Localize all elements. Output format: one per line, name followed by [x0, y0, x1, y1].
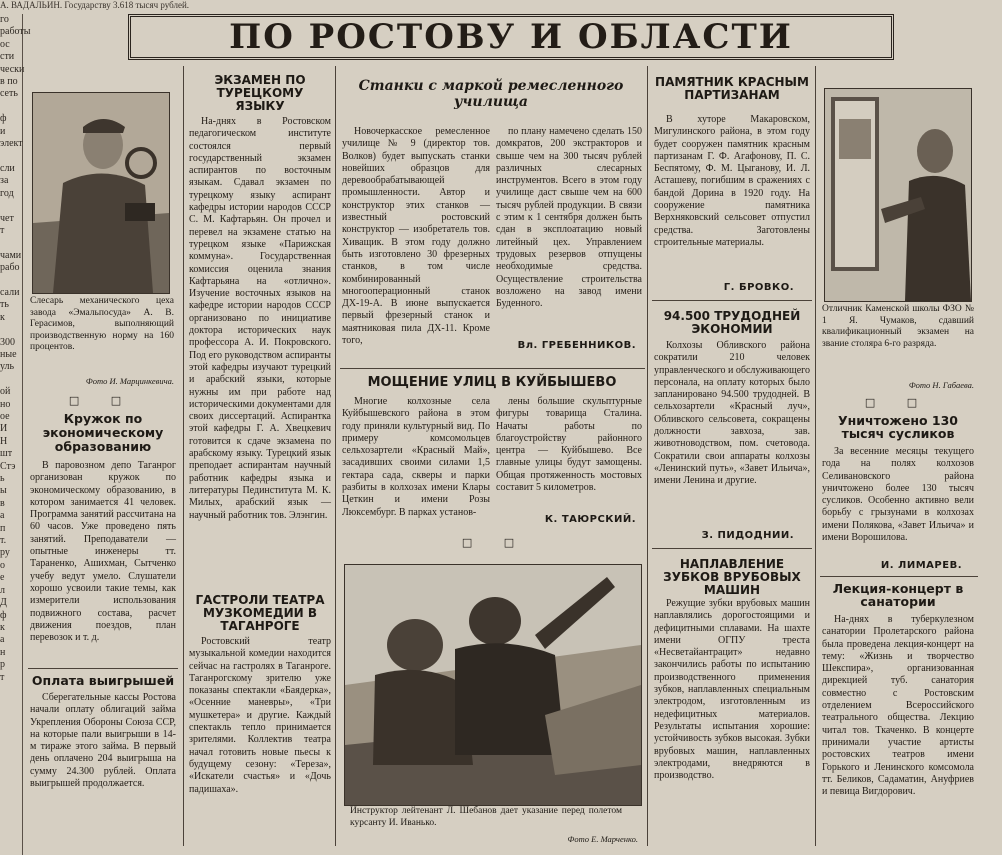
- photo-student: [824, 88, 972, 302]
- left-strip-text: го работы ос сти чески в по сеть ф и элект сли за год чет т чами рабо сали ть к 300 ные уль ой но ое И Н шт Стэ ь ы в а п т. ру о е л Д ф к а н р т: [0, 14, 23, 855]
- lekciya-headline: Лекция-концерт в санатории: [832, 581, 964, 609]
- column-rule: [647, 66, 648, 846]
- ekonomii-headline: 94.500 ТРУДОДНЕЙ ЭКОНОМИИ: [663, 309, 801, 336]
- lekciya-text: На-днях в туберкулезном санатории Пролетарского района была проведена лекция-концерт на тему: «Жизнь и творчество Шекспира», организованная дирекцией туб. санатория совместно с Ростовским отделением Всероссийского театрального общества. Лекцию читал тов. Ткаченко. В концерте принимали участие артисты ростовских театров имени Горького и Ленинского комсомола тт. Беликов, Садаматин, Ануфриев и певица Вигдорович.: [822, 614, 974, 798]
- oplata-headline: Оплата выигрышей: [31, 673, 175, 688]
- gastroli-article: [189, 636, 331, 848]
- zubki-headline: НАПЛАВЛЕНИЕ ЗУБКОВ ВРУБОВЫХ МАШИН: [663, 557, 801, 597]
- section-rule: [340, 368, 645, 369]
- ekzamen-headline: ЭКЗАМЕН ПО ТУРЕЦКОМУ ЯЗЫКУ: [214, 73, 306, 113]
- stanki-article-part-b: [496, 126, 642, 334]
- oplata-article: [30, 692, 176, 848]
- moshchenie-signature: К. ТАЮРСКИЙ.: [544, 514, 636, 525]
- photo-caption: Слесарь механического цеха завода «Эмальпосуда» А. В. Герасимов, выполняющий производственную норму на 160 процентов.: [30, 296, 174, 352]
- stanki-headline: Станки с маркой ремесленного училища: [358, 78, 624, 110]
- moshchenie-headline: МОЩЕНИЕ УЛИЦ В КУЙБЫШЕВО: [367, 375, 617, 390]
- ornament: □ □: [864, 396, 932, 409]
- section-banner: ПО РОСТОВУ И ОБЛАСТИ: [128, 14, 894, 60]
- ekonomii-article: [654, 340, 810, 526]
- zubki-article: [654, 598, 810, 848]
- ekonomii-text: Колхозы Обливского района сократили 210 человек управленческого и обслуживающего персонала, на оплату которых было запланировано 94.500 трудодней. В сельхозартели «Красный луч», Обливского сельсовета, сокращены должности завхоза, зав. животноводством, пом. счетовода. Сократили свои аппараты колхозы «Ленинский путь», «Завет Ильича», имени Ленина и другие.: [654, 340, 811, 487]
- stanki-text-a: Новочеркасское ремесленное училище № 9 (директор тов. Волков) будет выпускать станки новейших образцов для деревообрабатывающей промышленности. Автор и конструктор этих станков — известный ростовский конструктор — изобретатель тов. Хиващик. В этом году должно быть изготовлено 30 фрезерных станков, в том числе комбинированный многооперационный станок ДХ-19-А. В июне выпускается первый фрезерный станок и маятниковая пила ДХ-11. Кроме того,: [342, 126, 490, 347]
- moshchenie-article-part-a: [342, 396, 490, 534]
- photo-pilots: [344, 564, 642, 806]
- moshchenie-article-part-b: [496, 396, 642, 508]
- moshchenie-text-b: лены большие скульптурные фигуры товарища Сталина. Начаты работы по благоустройству районного центра — Куйбышево. Все главные улицы будут замощены. Общая протяженность мостовых составит 5 километров.: [496, 396, 642, 494]
- ekzamen-text: На-днях в Ростовском педагогическом институте состоялся первый государственный экзамен аспирантов по восточным языкам. Сдавал экзамен по турецкому языку аспирант кафедры истории народов СССР С. М. Кафтарьян. Он прочел и перевел на экзамене статью на турецком языке «Парижская коммуна». Государственная комиссия оценила знания Кафтарьяна на «отлично». Изучение восточных языков на кафедре истории народов СССР организовано по инициативе доктора исторических наук профессора А. И. Покровского. Под его руководством аспиранты этой кафедры изучают турецкий и арабский языки, которые нужны им при работе над историческими документами для своих диссертаций. Аспирантка этой кафедры Г. А. Хвецкевич готовится к сдаче экзамена по арабскому языку. Турецкий язык преподает аспирантам научный работник кафедры языка и литературы Пединститута М. К. Милых, арабский язык — научный работник тов. Элэнгин.: [189, 116, 331, 521]
- gastroli-text: Ростовский театр музыкальной комедии находится сейчас на гастролях в Таганроге. Таганрогскому зрителю уже показаны спектакли «Баядерка», «Осенние маневры», «Три мушкетера» и другие. Каждый спектакль тепло принимается зрителями. Коллектив театра начал готовить новые пьесы к будущему сезону: «Тереза», «Искатели счастья» и «Дочь падишаха».: [189, 636, 331, 795]
- pamyatnik-headline: ПАМЯТНИК КРАСНЫМ ПАРТИЗАНАМ: [655, 75, 809, 102]
- kruzhok-headline: Кружок по экономическому образованию: [42, 411, 164, 454]
- photo-mechanic: [32, 92, 170, 294]
- stanki-signature: Вл. ГРЕБЕННИКОВ.: [517, 340, 636, 351]
- photo-caption: Отличник Каменской школы ФЗО № 1 Я. Чумаков, сдавший квалификационный экзамен на звание столяра 6-го разряда.: [822, 304, 974, 349]
- zubki-text: Режущие зубки врубовых машин наплавлялись дорогостоящими и дефицитными сплавами. На шахте имени ОГПУ треста «Несветайантрацит» недавно закончились работы по испытанию производственного применения зубков, наплавленных специальным электродом, изготовленным из недефицитных материалов. Результаты испытания хорошие: устойчивость зубков высокая. Зубки врубовых машин, наплавленных электродами, внедряются в производство.: [654, 598, 810, 782]
- suslik-article: [822, 446, 974, 556]
- ekzamen-article: [189, 116, 331, 582]
- suslik-headline: Уничтожено 130 тысяч сусликов: [837, 413, 959, 441]
- section-rule: [652, 300, 812, 301]
- pamyatnik-article: [654, 114, 810, 278]
- photo-credit: Фото Н. Габаева.: [908, 380, 974, 390]
- pamyatnik-signature: Г. БРОВКО.: [723, 282, 794, 293]
- ekonomii-signature: З. ПИДОДНИИ.: [701, 530, 794, 541]
- ornament: □ □: [68, 394, 136, 407]
- column-rule: [183, 66, 184, 846]
- section-rule: [28, 668, 178, 669]
- top-strip-text: А. ВАДАЛЬИН. Государству 3.618 тысяч рублей.: [0, 0, 190, 10]
- section-rule: [820, 576, 978, 577]
- stanki-article-part-a: [342, 126, 490, 347]
- ornament: □ □: [461, 536, 529, 549]
- kruzhok-text: В паровозном депо Таганрог организован кружок по экономическому образованию, в котором занимается 41 человек. Программа занятий рассчитана на 60 часов. Уже проведено пять занятий. Преподаватели — опытные инженеры тт. Тараненко, Ашихман, Сытченко учебу ведут умело. Слушатели хорошо усвоили такие темы, как измерители использования подвижного состава, расчет движения поездов, план перевозок и т. д.: [30, 460, 176, 644]
- suslik-text: За весенние месяцы текущего года на полях колхозов Селивановского района уничтожено более 130 тысяч сусликов. Особенно активно вели борьбу с грызунами в колхозах имени Полякова, «Завет Ильича» и имени Ворошилова.: [822, 446, 974, 544]
- lekciya-article: [822, 614, 974, 848]
- oplata-text: Сберегательные кассы Ростова начали оплату облигаций займа Укрепления Обороны Союза ССР, на которые пали выигрыши в 14-м тираже этого займа. В первый день оплачено 204 выигрыша на сумму 24.300 рублей. Оплата выигрышей продолжается.: [30, 692, 176, 790]
- kruzhok-article: [30, 460, 176, 662]
- section-rule: [652, 548, 812, 549]
- photo-credit: Фото Е. Марченко.: [567, 834, 638, 844]
- column-rule: [815, 66, 816, 846]
- column-rule: [335, 66, 336, 846]
- photo-caption: Инструктор лейтенант Л. Шебанов дает указание перед полетом курсанту И. Иванько.: [350, 806, 622, 828]
- stanki-text-b: по плану намечено сделать 150 домкратов, 200 экстракторов и свыше чем на 300 тысяч рублей различных слесарных инструментов. Всего в этом году училище даст свыше чем на 600 тысяч рублей продукции. В связи с этим к 1 сентября должен быть сдан в эксплоатацию новый литейный цех. Управлением трудовых резервов отпущены необходимые средства. Осуществление строительства возложено на завод имени Буденного.: [496, 126, 642, 310]
- pamyatnik-text: В хуторе Макаровском, Мигулинского района, в этом году будет сооружен памятник красным партизанам Г. Ф. Агафонову, П. С. Беспятому, Ф. М. Цыганову, И. Л. Асташеву, погибшим в сражениях с бандой Дорина в 1920 году. На сооружение памятника Верхняковский сельсовет отпустил средства. Заготовлены строительные материалы.: [654, 114, 810, 248]
- moshchenie-text-a: Многие колхозные села Куйбышевского района в этом году приняли культурный вид. По примеру комсомольцев сельхозартели «Красный Май», засадивших своими силами 1,5 гектара сада, скверы и парки разбиты в колхозах имени Клары Цеткин и имени Розы Люксембург. В парках установ-: [342, 396, 490, 518]
- gastroli-headline: ГАСТРОЛИ ТЕАТРА МУЗКОМЕДИИ В ТАГАНРОГЕ: [195, 593, 325, 633]
- suslik-signature: И. ЛИМАРЕВ.: [880, 560, 962, 571]
- photo-credit: Фото И. Марцинкевича.: [85, 376, 174, 386]
